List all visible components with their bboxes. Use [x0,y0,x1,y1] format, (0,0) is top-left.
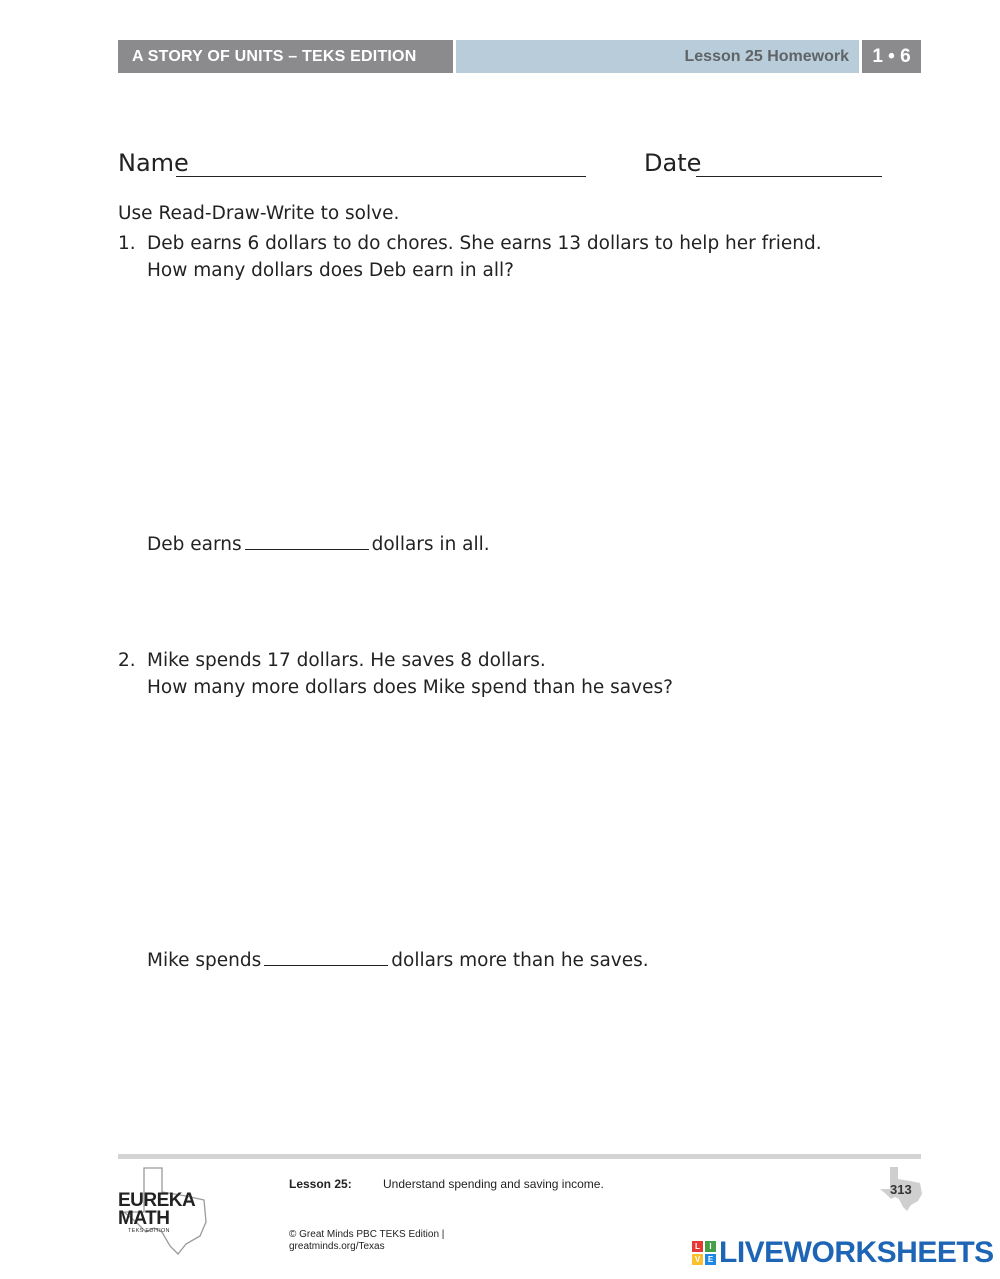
instructions: Use Read-Draw-Write to solve. [118,203,400,224]
lw-letter-l: L [692,1241,703,1252]
problem-2-answer [147,947,649,974]
page-number-badge [876,1166,926,1212]
page-number: 313 [890,1182,912,1197]
liveworksheets-wordmark: LIVEWORKSHEETS [719,1236,994,1269]
lw-letter-v: V [692,1254,703,1265]
date-label: Date [644,149,702,177]
problem-2-answer-suffix: dollars more than he saves. [391,950,649,971]
problem-2-line2: How many more dollars does Mike spend than he saves? [147,677,673,698]
logo-sub: TEKS EDITION [128,1228,170,1234]
footer-copyright-1: © Great Minds PBC TEKS Edition | [289,1229,445,1240]
problem-2-answer-blank[interactable] [264,947,388,966]
eureka-math-logo [116,1166,216,1256]
problem-1-number: 1. [118,233,136,254]
problem-2-answer-prefix: Mike spends [147,950,262,971]
problem-1-line2: How many dollars does Deb earn in all? [147,260,514,281]
problem-1-answer-suffix: dollars in all. [371,534,490,555]
problem-1-answer-prefix: Deb earns [147,534,242,555]
footer-lesson-label: Lesson 25: [289,1177,352,1191]
liveworksheets-squares-icon [692,1241,716,1265]
problem-1-answer [147,531,490,558]
problem-1-answer-blank[interactable] [245,531,369,550]
problem-2-line1: Mike spends 17 dollars. He saves 8 dollars. [147,650,546,671]
series-title: A STORY OF UNITS – TEKS EDITION [118,40,453,73]
footer-copyright-2: greatminds.org/Texas [289,1241,385,1252]
logo-word-eureka: EUREKA [118,1190,196,1211]
footer-divider [118,1154,921,1159]
problem-1-line1: Deb earns 6 dollars to do chores. She earns 13 dollars to help her friend. [147,233,822,254]
lw-letter-i: I [705,1241,716,1252]
logo-word-math: MATH [118,1208,170,1229]
lesson-title: Lesson 25 Homework [456,40,859,73]
liveworksheets-logo [692,1236,994,1270]
name-field[interactable] [176,176,586,177]
lw-letter-e: E [705,1254,716,1265]
name-label: Name [118,149,189,177]
footer-lesson-title: Understand spending and saving income. [383,1177,604,1191]
grade-module-badge: 1 • 6 [862,40,921,73]
problem-2-number: 2. [118,650,136,671]
date-field[interactable] [696,176,882,177]
